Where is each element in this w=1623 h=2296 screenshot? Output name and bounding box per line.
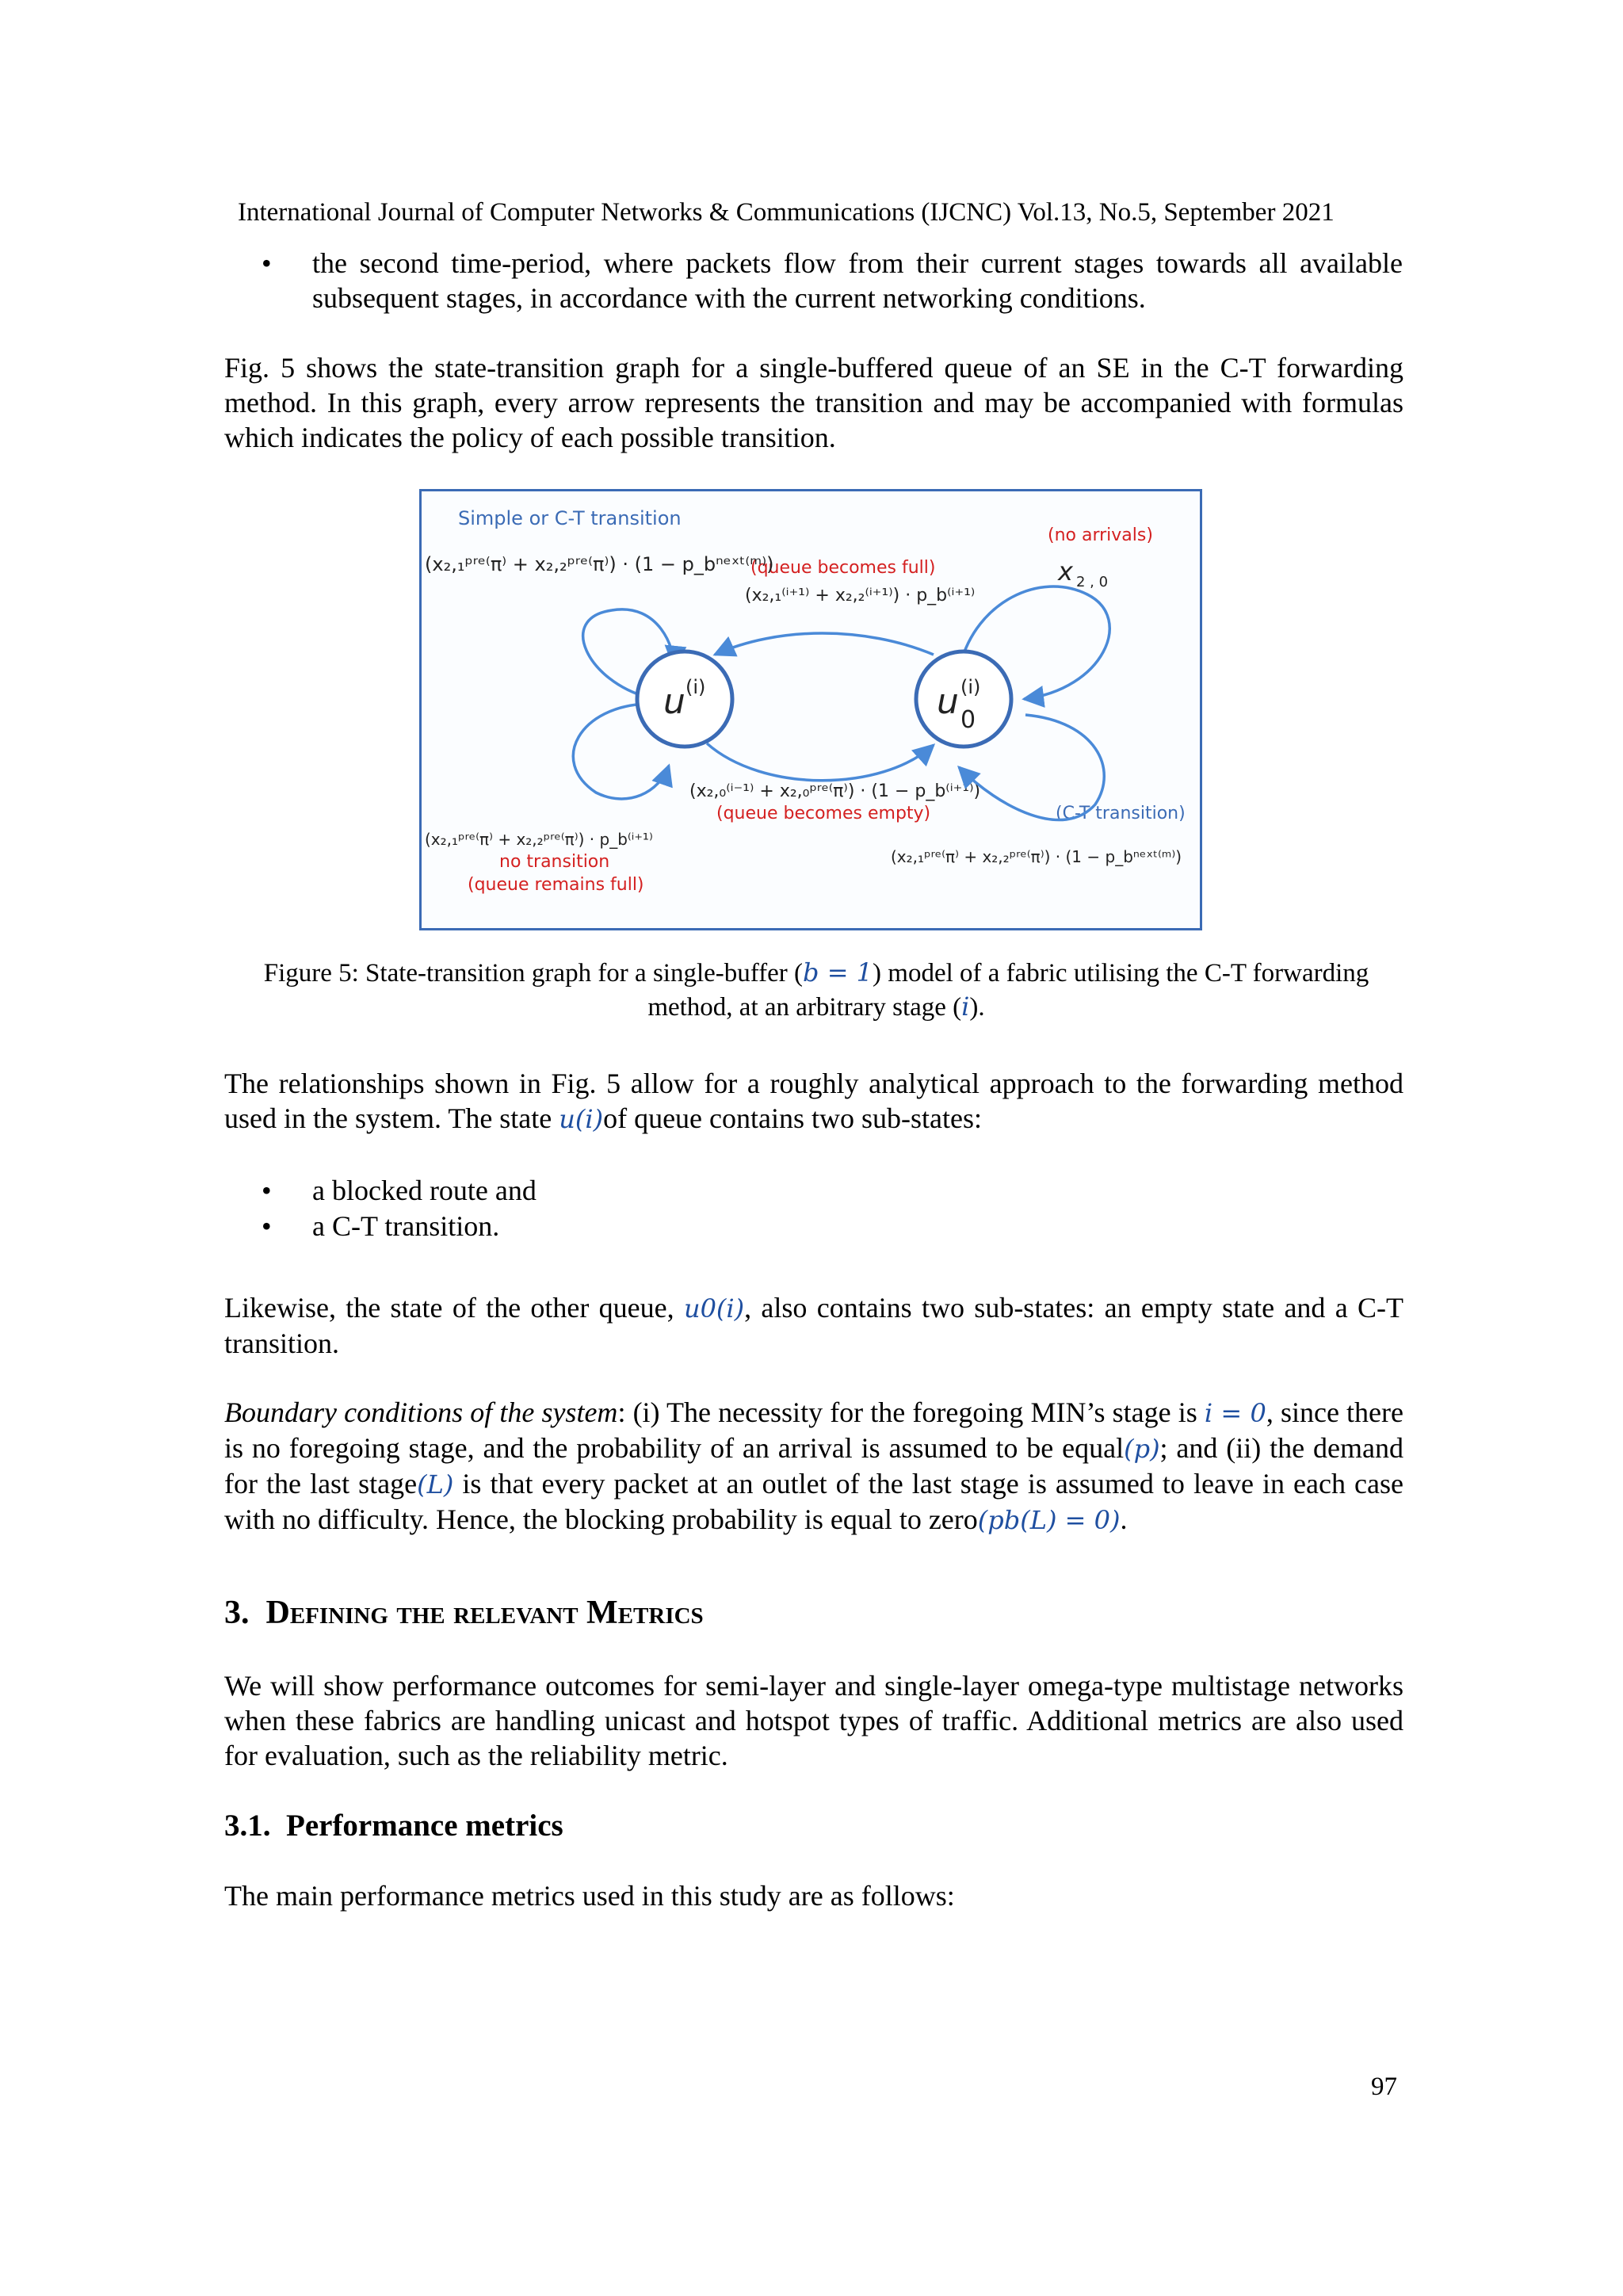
label-queue-remains-full: (queue remains full) xyxy=(468,875,644,895)
svg-text:(x₂,₁ᵖʳᵉ⁽π⁾ + x₂,₂ᵖʳᵉ⁽π⁾) · (1: (x₂,₁ᵖʳᵉ⁽π⁾ + x₂,₂ᵖʳᵉ⁽π⁾) · (1 − p_bⁿᵉˣᵗ⁽ᵐ⁾) xyxy=(425,553,774,575)
svg-text:(i): (i) xyxy=(685,676,706,698)
bullet-text: the second time-period, where packets flow from their current stages towards all available subsequent stages, in accordance with the current networking conditions. xyxy=(312,247,1403,314)
formula-no-arrivals-x20 xyxy=(1057,556,1108,590)
svg-text:x: x xyxy=(1058,556,1073,586)
label-queue-empty: (queue becomes empty) xyxy=(716,804,931,823)
arrow-to-full xyxy=(715,633,934,655)
state-u0-i xyxy=(916,651,1011,747)
figure-5-caption: Figure 5: State-transition graph for a single-buffer (b = 1) model of a fabric utilising the C-T forwarding method, at an arbitrary stage (i). xyxy=(263,957,1369,1022)
bullet-item xyxy=(262,246,1403,315)
label-queue-full: (queue becomes full) xyxy=(750,558,936,578)
section-3-title: Defining the relevant Metrics xyxy=(265,1595,704,1631)
paragraph-relationships: The relationships shown in Fig. 5 allow for a roughly analytical approach to the forwarding method used in the system. The state u(i)of queue contains two sub-states: xyxy=(224,1068,1403,1134)
svg-text:u: u xyxy=(663,682,685,722)
figure-5-state-transition-graph xyxy=(419,489,1202,930)
bullet-icon: • xyxy=(262,247,272,279)
paragraph-boundary-conditions: Boundary conditions of the system: (i) The necessity for the foregoing MIN’s stage is i = 0, since there is no foregoing stage, and the probability of an arrival is assumed to be equal(p); and (ii) the demand for the last stage(L) is that every packet at an outlet of the last stage is assumed to leave in each case with no difficulty. Hence, the blocking probability is equal to zero(pb(L) = 0). xyxy=(224,1396,1404,1535)
journal-header: International Journal of Computer Networks & Communications (IJCNC) Vol.13, No.5, September 2021 xyxy=(238,198,1335,227)
svg-text:u: u xyxy=(937,682,959,722)
paragraph-other-queue: Likewise, the state of the other queue, u0(i), also contains two sub-states: an empty state and a C-T transition. xyxy=(224,1292,1403,1359)
page-number: 97 xyxy=(1371,2073,1397,2101)
bullet-item xyxy=(262,1209,1403,1244)
bullet-item xyxy=(262,1173,1403,1208)
state-transition-diagram xyxy=(422,491,1200,928)
section-3-1-title: Performance metrics xyxy=(286,1809,563,1843)
bullet-text: a blocked route and xyxy=(312,1175,537,1206)
svg-text:(i): (i) xyxy=(960,676,981,698)
label-ct-transition: (C-T transition) xyxy=(1056,804,1186,823)
svg-text:(x₂,₁ᵖʳᵉ⁽π⁾ + x₂,₂ᵖʳᵉ⁽π⁾) · (1: (x₂,₁ᵖʳᵉ⁽π⁾ + x₂,₂ᵖʳᵉ⁽π⁾) · (1 − p_bⁿᵉˣᵗ⁽ᵐ⁾) xyxy=(891,847,1182,866)
paragraph-section-3-1: The main performance metrics used in this study are as follows: xyxy=(224,1880,955,1912)
arrow-to-empty xyxy=(707,743,934,781)
svg-text:0: 0 xyxy=(960,706,976,734)
svg-text:(x₂,₁⁽ⁱ⁺¹⁾ + x₂,₂⁽ⁱ⁺¹⁾) · p_b⁽: (x₂,₁⁽ⁱ⁺¹⁾ + x₂,₂⁽ⁱ⁺¹⁾) · p_b⁽ⁱ⁺¹⁾ xyxy=(745,586,976,606)
formula-queue-full xyxy=(745,586,975,606)
formula-top-left xyxy=(425,553,773,575)
paragraph-section-3: We will show performance outcomes for semi-layer and single-layer omega-type multistage networks when these fabrics are handling unicast and hotspot types of traffic. Additional metrics are also used for evaluation, such as the reliability metric. xyxy=(224,1670,1403,1771)
label-no-arrivals: (no arrivals) xyxy=(1048,525,1153,545)
svg-text:(x₂,₀⁽ⁱ⁻¹⁾ + x₂,₀ᵖʳᵉ⁽π⁾) · (1: (x₂,₀⁽ⁱ⁻¹⁾ + x₂,₀ᵖʳᵉ⁽π⁾) · (1 − p_b⁽ⁱ⁺¹⁾) xyxy=(689,781,981,801)
svg-text:(x₂,₁ᵖʳᵉ⁽π⁾ + x₂,₂ᵖʳᵉ⁽π⁾) · p_: (x₂,₁ᵖʳᵉ⁽π⁾ + x₂,₂ᵖʳᵉ⁽π⁾) · p_b⁽ⁱ⁺¹⁾ xyxy=(425,830,653,849)
formula-ct-transition xyxy=(891,847,1182,866)
bullet-icon: • xyxy=(262,1210,272,1242)
svg-text:2 , 0: 2 , 0 xyxy=(1076,574,1109,590)
section-3-heading: 3. Defining the relevant Metrics xyxy=(224,1595,704,1631)
bullet-icon: • xyxy=(262,1175,272,1206)
formula-queue-empty xyxy=(689,781,980,801)
state-u-i xyxy=(637,651,732,747)
bullet-text: a C-T transition. xyxy=(312,1210,500,1242)
paragraph-fig5-intro: Fig. 5 shows the state-transition graph for a single-buffered queue of an SE in the C-T forwarding method. In this graph, every arrow represents the transition and may be accompanied with formulas which indicates the policy of each possible transition. xyxy=(224,352,1403,453)
section-3-1-heading: 3.1. Performance metrics xyxy=(224,1809,563,1843)
formula-no-transition xyxy=(425,830,653,849)
label-simple-ct: Simple or C-T transition xyxy=(458,507,682,529)
label-no-transition: no transition xyxy=(499,852,610,872)
